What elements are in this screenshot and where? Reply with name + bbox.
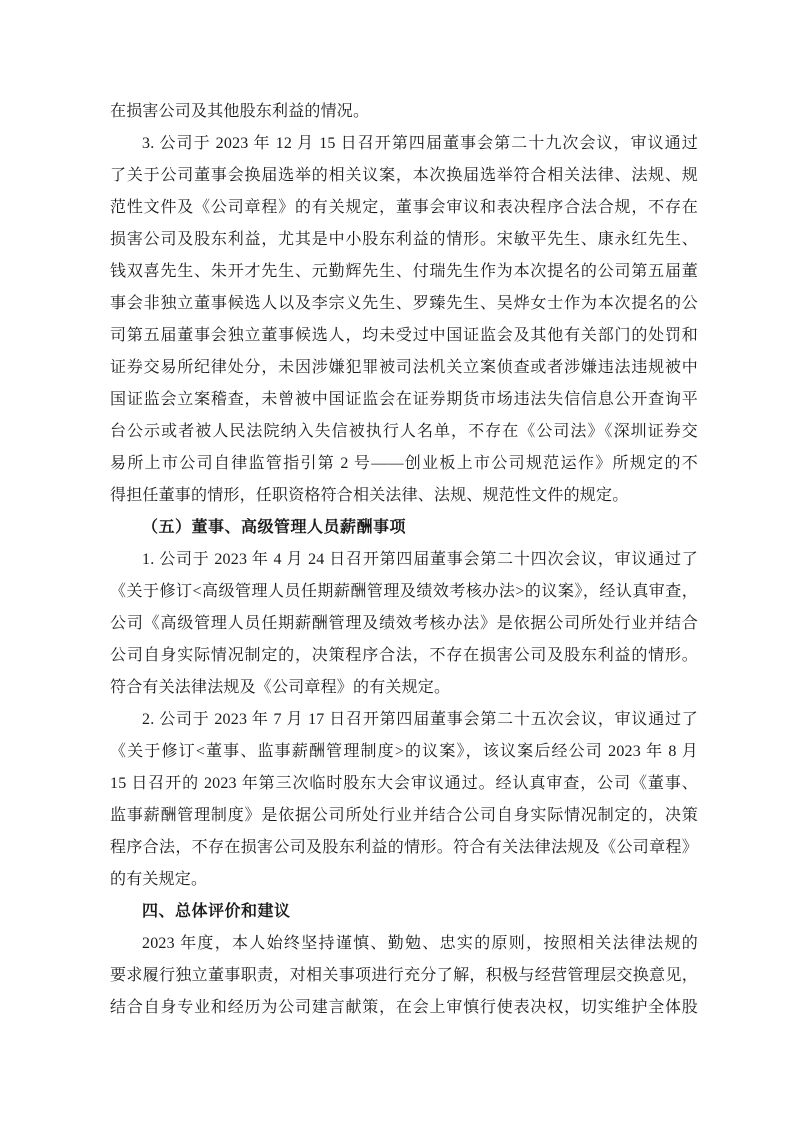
text-line: 在损害公司及其他股东利益的情况。 bbox=[110, 103, 370, 120]
text-line: 证券交易所纪律处分，未因涉嫌犯罪被司法机关立案侦查或者涉嫌违法违规被中 bbox=[110, 359, 698, 376]
paragraph bbox=[110, 928, 698, 1024]
text-line: 公司自身实际情况制定的，决策程序合法，不存在损害公司及股东利益的情形。 bbox=[110, 647, 698, 664]
text-line: 钱双喜先生、朱开才先生、元勤辉先生、付瑞先生作为本次提名的公司第五届董 bbox=[110, 263, 698, 280]
text-line: 易所上市公司自律监管指引第 2 号——创业板上市公司规范运作》所规定的不 bbox=[110, 455, 698, 472]
text-line: 监事薪酬管理制度》是依据公司所处行业并结合公司自身实际情况制定的，决策 bbox=[110, 807, 698, 824]
text-line: 《关于修订<董事、监事薪酬管理制度>的议案》，该议案后经公司 2023 年 8 月 bbox=[110, 743, 698, 760]
text-line: 2. 公司于 2023 年 7 月 17 日召开第四届董事会第二十五次会议，审议通过了 bbox=[142, 711, 698, 728]
text-line: 事会非独立董事候选人以及李宗义先生、罗臻先生、吴烨女士作为本次提名的公 bbox=[110, 295, 698, 312]
text-line: 公司《高级管理人员任期薪酬管理及绩效考核办法》是依据公司所处行业并结合 bbox=[110, 615, 698, 632]
text-line: 范性文件及《公司章程》的有关规定，董事会审议和表决程序合法合规，不存在 bbox=[110, 199, 698, 216]
heading-block bbox=[110, 512, 698, 544]
text-line: 的有关规定。 bbox=[110, 871, 208, 888]
text-line: 损害公司及股东利益，尤其是中小股东利益的情形。宋敏平先生、康永红先生、 bbox=[110, 231, 698, 248]
text-line: 15 日召开的 2023 年第三次临时股东大会审议通过。经认真审查，公司《董事、 bbox=[110, 775, 698, 792]
text-line: 1. 公司于 2023 年 4 月 24 日召开第四届董事会第二十四次会议，审议通过了 bbox=[142, 551, 698, 568]
text-line: 了关于公司董事会换届选举的相关议案，本次换届选举符合相关法律、法规、规 bbox=[110, 167, 698, 184]
text-line: 《关于修订<高级管理人员任期薪酬管理及绩效考核办法>的议案》，经认真审查， bbox=[110, 583, 698, 600]
section-heading: 四、总体评价和建议 bbox=[142, 903, 291, 920]
paragraph bbox=[110, 96, 698, 128]
text-line: 2023 年度，本人始终坚持谨慎、勤勉、忠实的原则，按照相关法律法规的 bbox=[142, 935, 698, 952]
heading-block bbox=[110, 896, 698, 928]
text-line: 司第五届董事会独立董事候选人，均未受过中国证监会及其他有关部门的处罚和 bbox=[110, 327, 698, 344]
text-line: 国证监会立案稽查，未曾被中国证监会在证券期货市场违法失信信息公开查询平 bbox=[110, 391, 698, 408]
text-line: 台公示或者被人民法院纳入失信被执行人名单，不存在《公司法》《深圳证券交 bbox=[110, 423, 698, 440]
text-line: 要求履行独立董事职责，对相关事项进行充分了解，积极与经营管理层交换意见， bbox=[110, 967, 698, 984]
paragraph bbox=[110, 128, 698, 512]
text-line: 结合自身专业和经历为公司建言献策，在会上审慎行使表决权，切实维护全体股 bbox=[110, 999, 698, 1016]
text-line: 3. 公司于 2023 年 12 月 15 日召开第四届董事会第二十九次会议，审议通过 bbox=[142, 135, 698, 152]
paragraph bbox=[110, 544, 698, 704]
text-line: 得担任董事的情形，任职资格符合相关法律、法规、规范性文件的规定。 bbox=[110, 487, 629, 504]
document-text-block bbox=[110, 96, 698, 1024]
section-heading: （五）董事、高级管理人员薪酬事项 bbox=[142, 519, 407, 536]
paragraph bbox=[110, 704, 698, 896]
text-line: 程序合法，不存在损害公司及股东利益的情形。符合有关法律法规及《公司章程》 bbox=[110, 839, 698, 856]
text-line: 符合有关法律法规及《公司章程》的有关规定。 bbox=[110, 679, 451, 696]
